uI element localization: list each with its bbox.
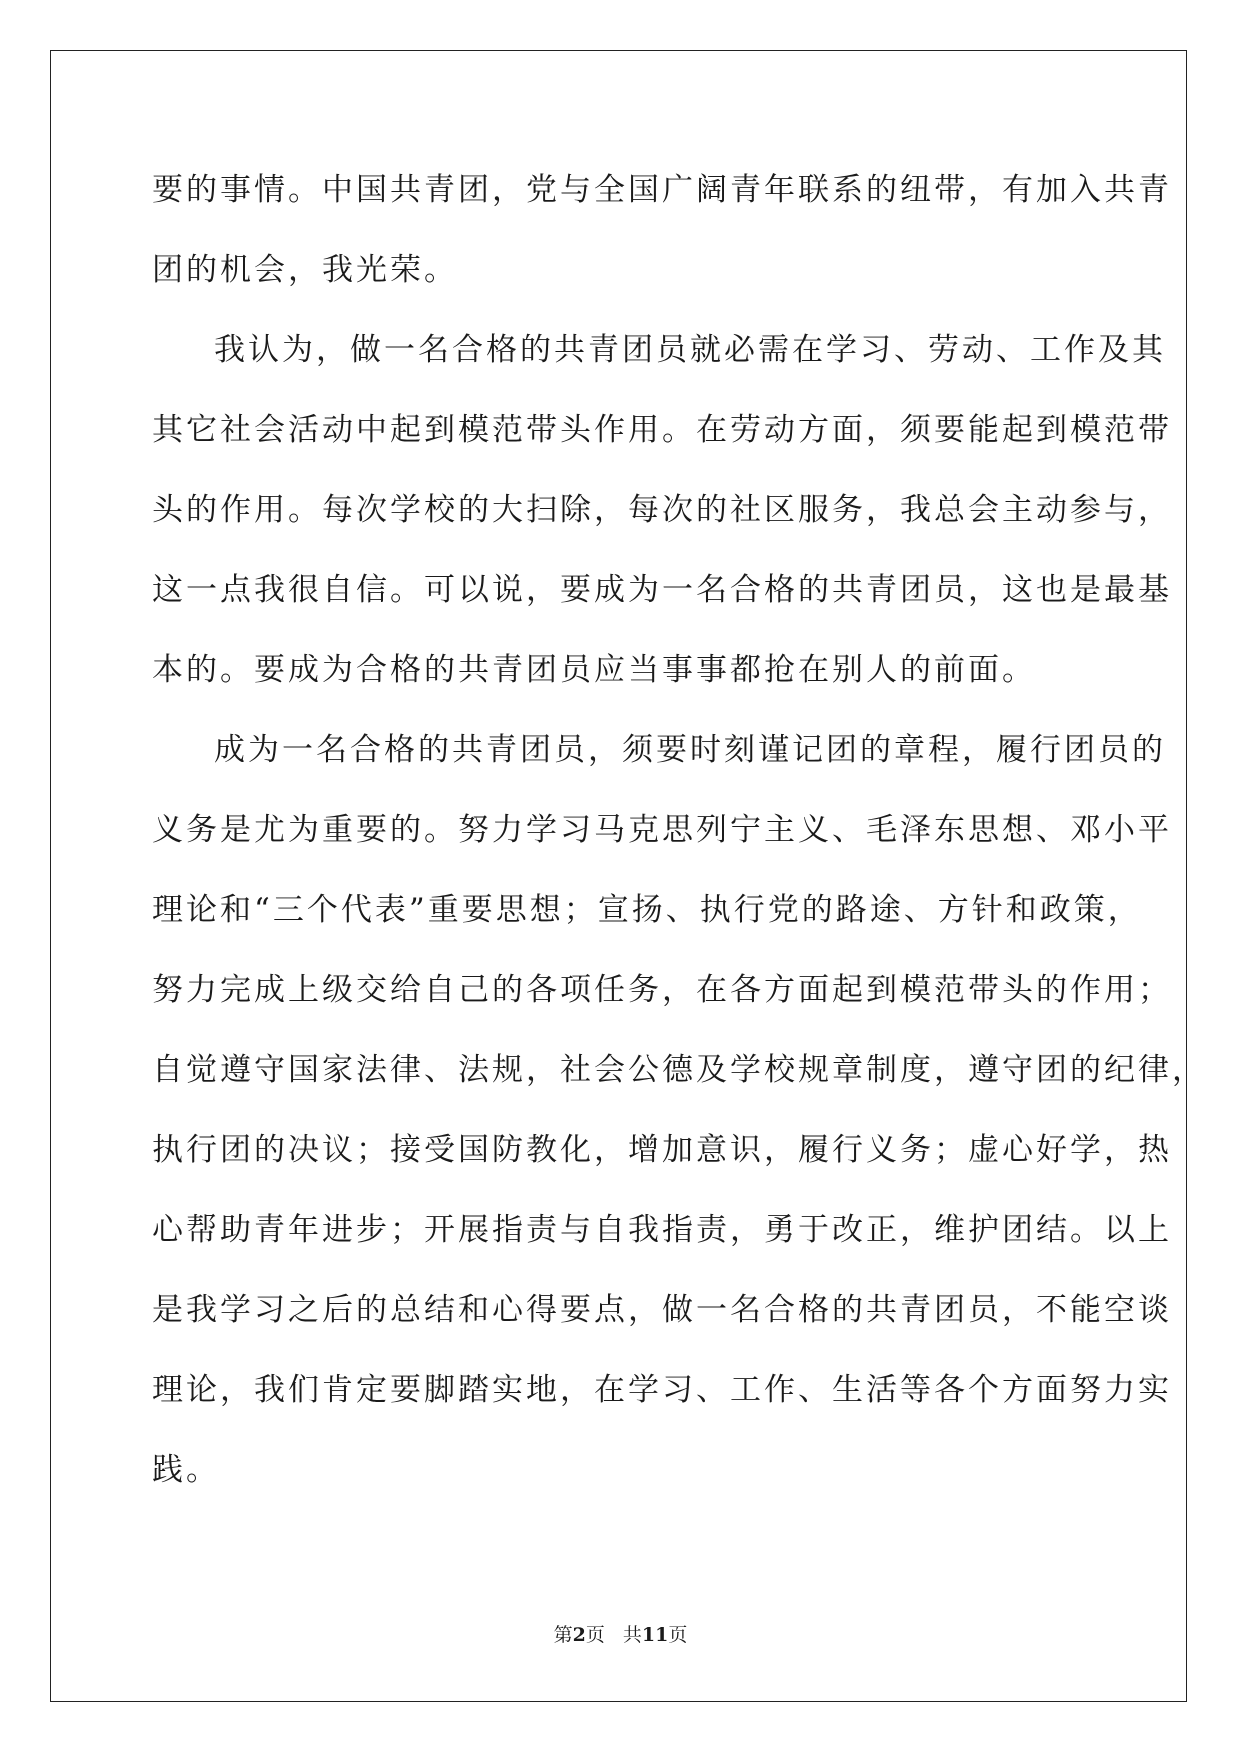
text-line: 执行团的决议；接受国防教化，增加意识，履行义务；虚心好学，热	[152, 1132, 1172, 1168]
text-line: 这一点我很自信。可以说，要成为一名合格的共青团员，这也是最基	[152, 572, 1172, 608]
page-number: 2	[572, 1624, 586, 1646]
page-footer	[0, 1620, 1241, 1647]
text-line: 团的机会，我光荣。	[152, 252, 458, 288]
text-line: 自觉遵守国家法律、法规，社会公德及学校规章制度，遵守团的纪律，	[152, 1052, 1206, 1088]
text-line: 成为一名合格的共青团员，须要时刻谨记团的章程，履行团员的	[214, 732, 1166, 768]
paragraph-2	[152, 310, 1172, 710]
total-suffix: 页	[668, 1624, 688, 1646]
total-prefix: 共	[622, 1624, 642, 1646]
text-line: 要的事情。中国共青团，党与全国广阔青年联系的纽带，有加入共青	[152, 172, 1172, 208]
text-line: 理论和“三个代表”重要思想；宣扬、执行党的路途、方针和政策，	[152, 892, 1142, 928]
text-line: 理论，我们肯定要脚踏实地，在学习、工作、生活等各个方面努力实	[152, 1372, 1172, 1408]
text-line: 本的。要成为合格的共青团员应当事事都抢在别人的前面。	[152, 652, 1036, 688]
page-suffix: 页	[585, 1624, 605, 1646]
text-line: 其它社会活动中起到模范带头作用。在劳动方面，须要能起到模范带	[152, 412, 1172, 448]
text-line: 努力完成上级交给自己的各项任务，在各方面起到模范带头的作用；	[152, 972, 1172, 1008]
text-line: 义务是尤为重要的。努力学习马克思列宁主义、毛泽东思想、邓小平	[152, 812, 1172, 848]
text-line: 是我学习之后的总结和心得要点，做一名合格的共青团员，不能空谈	[152, 1292, 1172, 1328]
total-pages: 11	[641, 1624, 669, 1646]
page-prefix: 第	[553, 1624, 573, 1646]
document-body	[152, 150, 1206, 1510]
text-line: 践。	[152, 1452, 220, 1488]
text-line: 头的作用。每次学校的大扫除，每次的社区服务，我总会主动参与，	[152, 492, 1172, 528]
paragraph-1	[152, 150, 1172, 310]
text-line: 我认为，做一名合格的共青团员就必需在学习、劳动、工作及其	[214, 332, 1166, 368]
paragraph-3	[152, 710, 1206, 1510]
text-line: 心帮助青年进步；开展指责与自我指责，勇于改正，维护团结。以上	[152, 1212, 1172, 1248]
